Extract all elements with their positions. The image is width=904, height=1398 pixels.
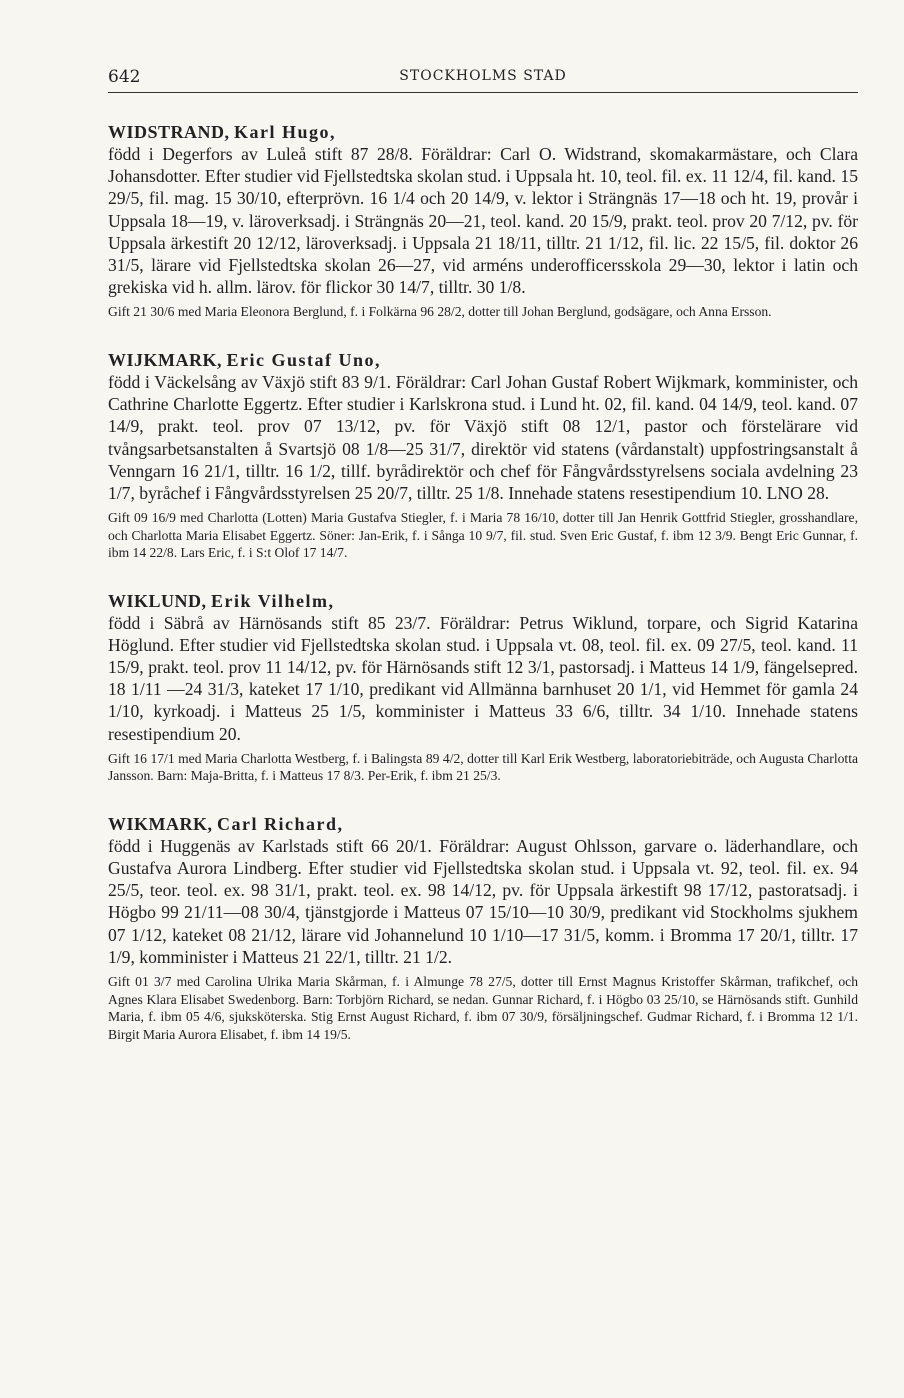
entry-biography: född i Degerfors av Luleå stift 87 28/8. Föräldrar: Carl O. Widstrand, skomakarmästare, och Clara Johansdotter. Efter studier vid Fjellstedtska skolan stud. i Uppsala ht. 10, teol. fil. ex. 11 12/4, fil. kand. 15 29/5, fil. mag. 15 30/10, efterprövn. 16 1/4 och 20 14/9, v. lektor i Strängnäs 17—18 och ht. 19, provår i Uppsala 18—19, v. läroverksadj. i Strängnäs 20—21, teol. kand. 20 15/9, prakt. teol. prov 20 7/12, pv. för Uppsala ärkestift 20 12/12, läroverksadj. i Uppsala 21 18/11, tilltr. 21 1/12, fil. lic. 22 15/5, fil. doktor 26 31/5, lärare vid Fjellstedtska skolan 26—27, vid arméns underofficersskola 29—30, lektor i latin och grekiska vid h. allm. lärov. för flickor 30 14/7, tilltr. 30 1/8. — [108, 144, 858, 298]
page-number: 642 — [108, 67, 141, 87]
entry-surname: WIKMARK, — [108, 813, 213, 834]
entry-family: Gift 09 16/9 med Charlotta (Lotten) Maria Gustafva Stiegler, f. i Maria 78 16/10, dotter till Jan Henrik Gottfrid Stiegler, grosshandlare, och Charlotta Maria Elisabet Eggertz. Söner: Jan-Erik, f. i Sånga 10 9/7, fil. stud. Sven Eric Gustaf, f. ibm 12 3/9. Bengt Eric Gunnar, f. ibm 14 22/8. Lars Eric, f. i S:t Olof 17 14/7. — [108, 510, 858, 561]
entry-family: Gift 01 3/7 med Carolina Ulrika Maria Skårman, f. i Almunge 78 27/5, dotter till Ernst Magnus Kristoffer Skårman, trafikchef, och Agnes Klara Elisabet Swedenborg. Barn: Torbjörn Richard, se nedan. Gunnar Richard, f. i Högbo 03 25/10, se Härnösands stift. Gunhild Maria, f. ibm 05 4/6, sjuksköterska. Stig Ernst August Richard, f. ibm 07 30/9, försäljningschef. Gudmar Richard, f. i Bromma 12 1/1. Birgit Maria Aurora Elisabet, f. ibm 14 19/5. — [108, 974, 858, 1042]
entry-name — [108, 349, 858, 371]
entry-given-names: Erik Vilhelm, — [211, 590, 335, 611]
entry-surname: WIDSTRAND, — [108, 122, 230, 142]
biography-entry — [108, 121, 858, 321]
entry-given-names: Carl Richard, — [217, 813, 344, 834]
entry-given-names: Eric Gustaf Uno, — [226, 349, 381, 370]
biography-entry — [108, 813, 858, 1043]
entry-family: Gift 16 17/1 med Maria Charlotta Westberg, f. i Balingsta 89 4/2, dotter till Karl Erik Westberg, laboratoriebiträde, och Augusta Charlotta Jansson. Barn: Maja-Britta, f. i Matteus 17 8/3. Per-Erik, f. ibm 21 25/3. — [108, 750, 858, 784]
entry-biography: född i Väckelsång av Växjö stift 83 9/1. Föräldrar: Carl Johan Gustaf Robert Wijkmark, komminister, och Cathrine Charlotte Eggertz. Efter studier i Karlskrona stud. i Lund ht. 02, fil. kand. 04 14/9, teol. kand. 07 14/9, prakt. teol. prov 07 13/12, pv. för Växjö stift 08 12/1, pastor och förstelärare vid tvångsarbetsanstalten å Svartsjö 08 1/8—25 31/7, direktör vid statens (vårdanstalt) uppfostringsanstalt å Venngarn 16 21/1, tilltr. 16 1/2, tillf. byrådirektör och chef för Fångvårdsstyrelsens sociala avdelning 23 1/7, byråchef i Fångvårdsstyrelsen 25 20/7, tilltr. 25 1/8. Innehade statens resestipendium 10. LNO 28. — [108, 371, 858, 503]
entry-family: Gift 21 30/6 med Maria Eleonora Berglund, f. i Folkärna 96 28/2, dotter till Johan Berglund, godsägare, och Anna Ersson. — [108, 304, 772, 320]
biography-entry — [108, 349, 858, 562]
entry-biography: född i Säbrå av Härnösands stift 85 23/7. Föräldrar: Petrus Wiklund, torpare, och Sigrid Katarina Höglund. Efter studier vid Fjellstedtska skolan stud. i Uppsala vt. 08, teol. fil. ex. 09 27/5, teol. kand. 11 15/9, prakt. teol. prov 11 14/12, pv. för Härnösands stift 12 3/1, pastorsadj. i Matteus 14 1/9, fängelsepred. 18 1/11 —24 31/3, kateket 17 1/10, predikant vid Allmänna barnhuset 20 1/1, vid Hemmet för gamla 24 1/10, kyrkoadj. i Matteus 25 1/5, komminister i Matteus 33 6/6, tilltr. 34 1/10. Innehade statens resestipendium 20. — [108, 612, 858, 744]
running-title: STOCKHOLMS STAD — [399, 68, 567, 84]
page — [108, 62, 858, 1043]
entry-biography: född i Huggenäs av Karlstads stift 66 20/1. Föräldrar: August Ohlsson, garvare o. läderhandlare, och Gustafva Aurora Lindberg. Efter studier vid Fjellstedtska skolan stud. i Uppsala vt. 92, teol. fil. ex. 94 25/5, teor. teol. ex. 98 31/1, prakt. teol. ex. 98 14/12, pv. för Uppsala ärkestift 98 17/12, pastoratsadj. i Högbo 99 21/11—08 30/4, tjänstgjorde i Matteus 07 15/10—10 30/9, predikant vid Stockholms sjukhem 07 1/12, kateket 08 21/12, lärare vid Johannelund 10 1/10—17 31/5, komm. i Bromma 17 20/1, tilltr. 17 1/9, komminister i Matteus 21 22/1, tilltr. 21 1/2. — [108, 835, 858, 967]
entry-surname: WIKLUND, — [108, 590, 207, 611]
entry-surname: WIJKMARK, — [108, 349, 222, 370]
entry-name — [108, 813, 858, 835]
page-header — [108, 62, 858, 93]
entry-given-names: Karl Hugo, — [234, 122, 337, 142]
entry-name — [108, 590, 858, 612]
entry-name — [108, 121, 858, 143]
biography-entry — [108, 590, 858, 785]
